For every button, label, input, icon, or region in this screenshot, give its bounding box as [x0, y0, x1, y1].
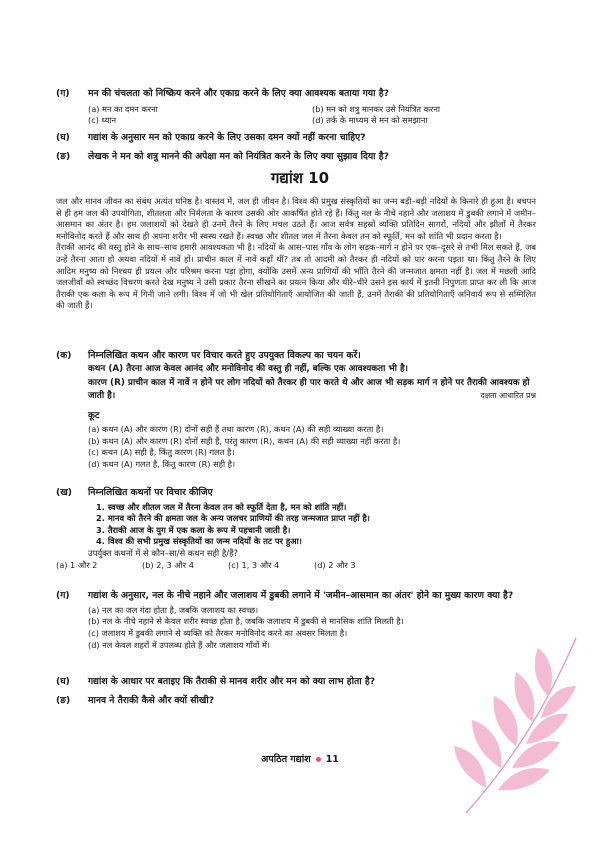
option-d: (d) 2 और 3 — [314, 560, 356, 571]
option-b: (b) 2, 3 और 4 — [142, 560, 194, 571]
question-label: (घ) — [56, 132, 70, 143]
question-label: (घ) — [56, 676, 70, 687]
footer-title: अपठित गद्यांश — [261, 754, 311, 765]
question-label: (ङ) — [56, 151, 71, 162]
question-label: (क) — [56, 350, 72, 361]
statement-a: कथन (A) तैरना आज केवल आनंद और मनोविनोद की वस्तु ही नहीं, बल्कि एक आवश्यकता भी है। — [88, 363, 408, 374]
passage — [56, 196, 536, 312]
passage-paragraph-1: जल और मानव जीवन का संबंध अत्यंत घनिष्ठ है। वास्तव में, जल ही जीवन है। विश्व की प्रमुख संस्कृतियों का जन्म बड़ी–बड़ी नदियों के किनारे ही हुआ है। बचपन से ही हम जल की उपयोगिता, शीतलता और निर्मलता के कारण उसकी ओर आकर्षित होते रहे हैं। किंतु नल के नीचे नहाने और जलाशय में डुबकी लगाने में जमीन–आसमान का अंतर है। हम जलाशयों को देखते ही उनमें तैरने के लिए मचल उठते हैं। आज सर्वत्र सहस्रों व्यक्ति प्रतिदिन सागरों, नदियों और झीलों में तैरकर मनोविनोद करते हैं और साथ ही अपना शरीर भी स्वस्थ रखते हैं। स्वच्छ और शीतल जल में तैरना केवल तन को स्फूर्ति, मन को शांति भी प्रदान करता है। — [56, 196, 536, 241]
question-label: (ग) — [56, 88, 70, 99]
bullet-dot-icon — [316, 757, 321, 762]
question-gha — [56, 132, 536, 145]
statement-4: 4. विश्व की सभी प्रमुख संस्कृतियों का जन्म नदियों के तट पर हुआ। — [96, 536, 302, 547]
option-c: (c) ध्यान — [88, 115, 116, 126]
question-ga — [56, 88, 536, 127]
option-a: (a) मन का दमन करना — [88, 103, 158, 114]
option-d: (d) नल केवल शहरों में उपलब्ध होते हैं और जलाशय गाँवों में। — [88, 639, 270, 650]
option-a: (a) नल का जल गंदा होता है, जबकि जलाशय का स्वच्छ। — [88, 604, 259, 615]
question-text: निम्नलिखित कथन और कारण पर विचार करते हुए उपयुक्त विकल्प का चयन करें। — [88, 350, 361, 361]
page-footer — [0, 752, 600, 765]
question-text: गद्यांश के अनुसार मन को एकाग्र करने के लिए उसका दमन क्यों नहीं करना चाहिए? — [88, 132, 366, 143]
page-number: 11 — [325, 754, 339, 765]
reason-r: कारण (R) प्राचीन काल में नावें न होने पर लोग नदियों को तैरकर ही पार करते थे और आज भी सड़क मार्ग न होने पर तैराकी आवश्यक हो जाती है। — [88, 378, 530, 401]
question-kha — [56, 487, 536, 571]
question-text: मन की चंचलता को निष्क्रिय करने और एकाग्र करने के लिए क्या आवश्यक बताया गया है? — [88, 88, 389, 99]
question-text: लेखक ने मन को शत्रु मानने की अपेक्षा मन को नियंत्रित करने के लिए क्या सुझाव दिया है? — [88, 151, 389, 162]
competency-tag: दक्षता आधारित प्रश्न — [480, 390, 536, 400]
option-c: (c) जलाशय में डुबकी लगाने से व्यक्ति को तैरकर मनोविनोद करने का अवसर मिलता है। — [88, 627, 348, 638]
question-text: मानव ने तैराकी कैसे और क्यों सीखी? — [88, 695, 215, 706]
option-a: (a) कथन (A) और कारण (R) दोनों सही हैं तथा कारण (R), कथन (A) की सही व्याख्या करता है। — [88, 424, 384, 435]
statement-2: 2. मानव को तैरने की क्षमता जल के अन्य जलचर प्राणियों की तरह जन्मजात प्राप्त नहीं है। — [96, 513, 370, 524]
option-a: (a) 1 और 2 — [56, 560, 98, 571]
question-ask: उपर्युक्त कथनों में से कौन–सा/से कथन सही है/हैं? — [88, 548, 238, 559]
question-label: (ख) — [56, 487, 72, 498]
statement-1: 1. स्वच्छ और शीतल जल में तैरना केवल तन को स्फूर्ति देता है, मन को शांति नहीं। — [96, 501, 347, 512]
question-ka — [56, 350, 536, 471]
option-d: (d) कथन (A) गलत है, किंतु कारण (R) सही है। — [88, 459, 236, 469]
question-label: (ग) — [56, 590, 70, 601]
option-b: (b) कथन (A) और कारण (R) दोनों सही हैं, परंतु कारण (R), कथन (A) की सही व्याख्या नहीं करता है। — [88, 435, 401, 446]
question-text: गद्यांश के अनुसार, नल के नीचे नहाने और जलाशय में डुबकी लगाने में 'जमीन–आसमान का अंतर' होने का मुख्य कारण क्या है? — [88, 590, 514, 601]
option-b: (b) नल के नीचे नहाने से केवल शरीर स्वच्छ होता है, जबकि जलाशय में डुबकी से मानसिक शांति मिलती है। — [88, 616, 404, 627]
question-text: निम्नलिखित कथनों पर विचार कीजिए — [88, 487, 213, 498]
question-nga — [56, 151, 536, 164]
option-c: (c) 1, 3 और 4 — [228, 560, 280, 571]
statement-3: 3. तैराकी आज के युग में एक कला के रूप में पहचानी जाती है। — [96, 524, 291, 535]
section-heading: गद्यांश 10 — [270, 169, 330, 187]
option-c: (c) कथन (A) सही है, किंतु कारण (R) गलत है। — [88, 447, 235, 458]
passage-paragraph-2: तैराकी आनंद की वस्तु होने के साथ–साथ हमारी आवश्यकता भी है। नदियों के आस–पास गाँव के लोग सड़क–मार्ग न होने पर एक–दूसरे से तभी मिल सकते हैं, जब उन्हें तैरना आता हो अथवा नदियों में नावें हों। प्राचीन काल में नावें कहाँ थीं? तब तो आदमी को तैरकर ही नदियों को पार करना पड़ता था। किंतु तैरने के लिए आदिम मनुष्य को निश्चय ही प्रयत्न और परिश्रम करना पड़ा होगा, क्योंकि उसमें अन्य प्राणियों की भाँति तैरने की जन्मजात क्षमता नहीं है। जल में मछली आदि जलजीवों को स्वच्छंद विचरण करते देख मनुष्य ने उसी प्रकार तैरना सीखने का प्रयत्न किया और धीरे–धीरे उसने इस कार्य में इतनी निपुणता प्राप्त कर ली कि आज तैराकी एक कला के रूप में गिनी जाने लगी। विश्व में जो भी खेल प्रतियोगिताएँ आयोजित की जाती हैं, उनमें तैराकी की प्रतियोगिताएँ अनिवार्य रूप से सम्मिलित की जाती हैं। — [56, 242, 536, 311]
leaf-decoration-icon — [446, 628, 586, 818]
koot-label: कूट — [88, 411, 100, 422]
option-b: (b) मन को शत्रु मानकर उसे नियंत्रित करना — [312, 103, 440, 114]
option-d: (d) तर्क के माध्यम से मन को समझाना — [312, 115, 428, 126]
question-label: (ङ) — [56, 695, 71, 706]
question-text: गद्यांश के आधार पर बताइए कि तैराकी से मानव शरीर और मन को क्या लाभ होता है? — [88, 676, 376, 687]
